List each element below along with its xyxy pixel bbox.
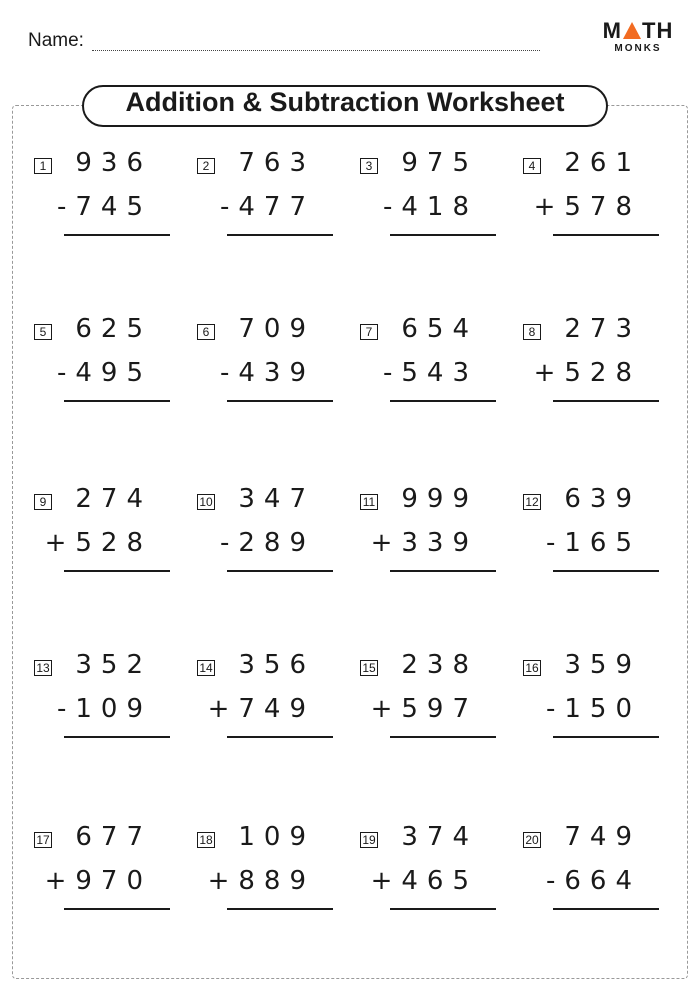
problem-number: 17 — [34, 832, 52, 848]
answer-line — [553, 570, 659, 572]
answer-line — [553, 736, 659, 738]
problem-9 — [30, 484, 170, 584]
problem-number: 4 — [523, 158, 541, 174]
answer-line — [390, 736, 496, 738]
problem-number: 13 — [34, 660, 52, 676]
top-operand: 763 — [238, 148, 315, 178]
problem-17 — [30, 822, 170, 922]
problem-number: 7 — [360, 324, 378, 340]
answer-line — [227, 736, 333, 738]
top-operand: 936 — [75, 148, 152, 178]
problem-19 — [356, 822, 496, 922]
name-label: Name: — [28, 30, 84, 51]
answer-line — [64, 234, 170, 236]
top-operand: 639 — [564, 484, 641, 514]
answer-line — [390, 234, 496, 236]
bottom-operand: -418 — [382, 192, 478, 222]
answer-line — [227, 400, 333, 402]
problem-number: 12 — [523, 494, 541, 510]
problem-11 — [356, 484, 496, 584]
bottom-operand: +528 — [44, 528, 152, 558]
problem-6 — [193, 314, 333, 414]
top-operand: 347 — [238, 484, 315, 514]
top-operand: 238 — [401, 650, 478, 680]
bottom-operand: +578 — [533, 192, 641, 222]
bottom-operand: -150 — [545, 694, 641, 724]
answer-line — [64, 400, 170, 402]
problem-12 — [519, 484, 659, 584]
logo-letter-m: M — [602, 18, 622, 43]
top-operand: 677 — [75, 822, 152, 852]
top-operand: 749 — [564, 822, 641, 852]
problem-13 — [30, 650, 170, 750]
answer-line — [390, 908, 496, 910]
problem-number: 19 — [360, 832, 378, 848]
problem-10 — [193, 484, 333, 584]
bottom-operand: +970 — [44, 866, 152, 896]
answer-line — [553, 234, 659, 236]
problem-number: 9 — [34, 494, 52, 510]
answer-line — [64, 570, 170, 572]
problem-8 — [519, 314, 659, 414]
problem-5 — [30, 314, 170, 414]
problem-16 — [519, 650, 659, 750]
problem-number: 11 — [360, 494, 378, 510]
top-operand: 356 — [238, 650, 315, 680]
math-monks-logo — [598, 18, 678, 58]
problem-15 — [356, 650, 496, 750]
problem-2 — [193, 148, 333, 248]
problem-20 — [519, 822, 659, 922]
answer-line — [64, 908, 170, 910]
bottom-operand: -495 — [56, 358, 152, 388]
bottom-operand: -543 — [382, 358, 478, 388]
top-operand: 374 — [401, 822, 478, 852]
name-row — [28, 30, 548, 56]
bottom-operand: +465 — [370, 866, 478, 896]
logo-triangle-icon — [623, 22, 641, 39]
bottom-operand: -664 — [545, 866, 641, 896]
answer-line — [390, 570, 496, 572]
bottom-operand: -109 — [56, 694, 152, 724]
bottom-operand: +339 — [370, 528, 478, 558]
bottom-operand: +597 — [370, 694, 478, 724]
problem-number: 14 — [197, 660, 215, 676]
answer-line — [390, 400, 496, 402]
top-operand: 625 — [75, 314, 152, 344]
top-operand: 261 — [564, 148, 641, 178]
bottom-operand: -165 — [545, 528, 641, 558]
answer-line — [227, 234, 333, 236]
top-operand: 274 — [75, 484, 152, 514]
top-operand: 109 — [238, 822, 315, 852]
top-operand: 999 — [401, 484, 478, 514]
problem-number: 8 — [523, 324, 541, 340]
answer-line — [227, 908, 333, 910]
bottom-operand: -289 — [219, 528, 315, 558]
top-operand: 359 — [564, 650, 641, 680]
problem-7 — [356, 314, 496, 414]
problem-1 — [30, 148, 170, 248]
answer-line — [553, 400, 659, 402]
top-operand: 709 — [238, 314, 315, 344]
problem-number: 2 — [197, 158, 215, 174]
problem-14 — [193, 650, 333, 750]
problem-number: 3 — [360, 158, 378, 174]
logo-letters-th: TH — [642, 18, 674, 43]
bottom-operand: -439 — [219, 358, 315, 388]
answer-line — [64, 736, 170, 738]
problem-4 — [519, 148, 659, 248]
bottom-operand: +528 — [533, 358, 641, 388]
bottom-operand: -745 — [56, 192, 152, 222]
problem-number: 1 — [34, 158, 52, 174]
problem-number: 18 — [197, 832, 215, 848]
problem-number: 16 — [523, 660, 541, 676]
answer-line — [227, 570, 333, 572]
problem-number: 5 — [34, 324, 52, 340]
worksheet-title: Addition & Subtraction Worksheet — [82, 85, 608, 127]
top-operand: 352 — [75, 650, 152, 680]
top-operand: 975 — [401, 148, 478, 178]
problem-number: 6 — [197, 324, 215, 340]
answer-line — [553, 908, 659, 910]
problem-18 — [193, 822, 333, 922]
bottom-operand: -477 — [219, 192, 315, 222]
logo-subtext: MONKS — [614, 43, 662, 54]
name-write-line — [92, 50, 540, 51]
top-operand: 273 — [564, 314, 641, 344]
bottom-operand: +749 — [207, 694, 315, 724]
top-operand: 654 — [401, 314, 478, 344]
problem-number: 10 — [197, 494, 215, 510]
problem-number: 20 — [523, 832, 541, 848]
problem-3 — [356, 148, 496, 248]
problem-number: 15 — [360, 660, 378, 676]
logo-wordmark — [598, 18, 678, 44]
bottom-operand: +889 — [207, 866, 315, 896]
